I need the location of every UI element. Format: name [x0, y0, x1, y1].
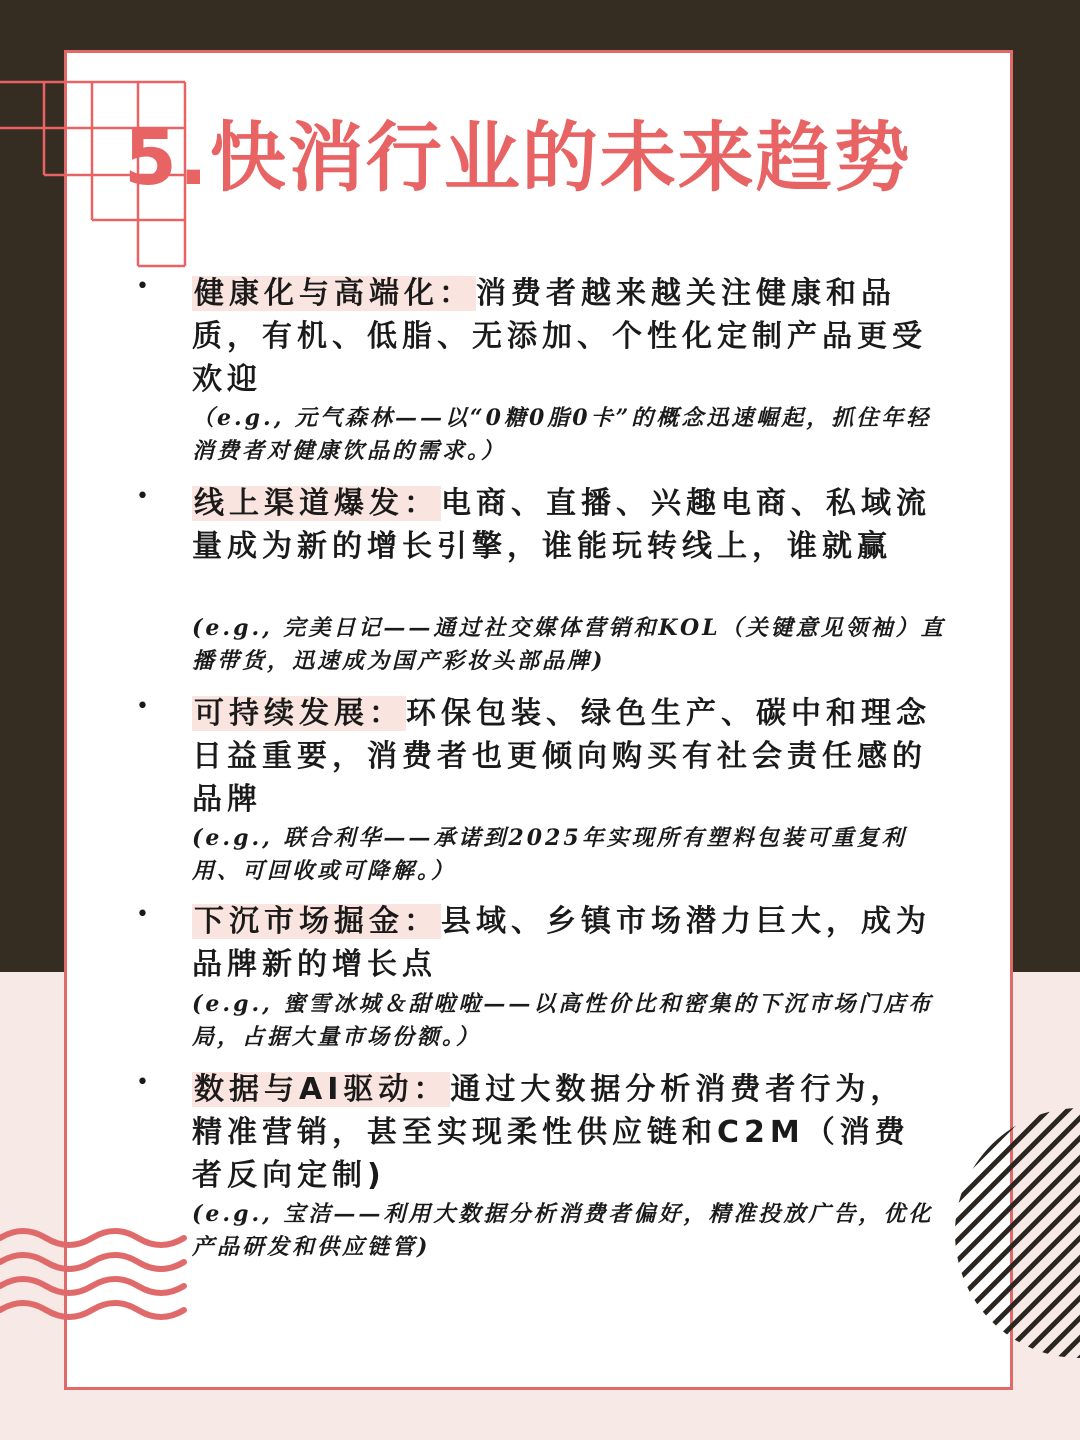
item-heading: 数据与AI驱动：: [194, 1072, 449, 1107]
item-heading: 线上渠道爆发：: [194, 486, 439, 521]
item-example: (e.g., 完美日记——通过社交媒体营销和KOL（关键意见领袖）直播带货，迅速成为国产彩妆头部品牌): [192, 615, 946, 674]
diagonal-stripes-circle-decoration-icon: [930, 1108, 1080, 1358]
item-heading: 下沉市场掘金：: [194, 904, 439, 939]
item-text: [192, 1068, 940, 1197]
wave-lines-decoration-icon: [0, 1218, 190, 1328]
item-body: 环保包装、绿色生产、碳中和理念日益重要，消费者也更倾向购买有社会责任感的品牌: [192, 696, 931, 817]
item-example: (e.g., 宝洁——利用大数据分析消费者偏好，精准投放广告，优化产品研发和供应链管): [192, 1201, 934, 1260]
item-example: (e.g., 蜜雪冰城＆甜啦啦——以高性价比和密集的下沉市场门店布局，占据大量市场份额。）: [192, 991, 934, 1050]
page-title: 5.快消行业的未来趋势: [124, 113, 912, 202]
item-text: [192, 692, 940, 821]
item-text: [192, 482, 940, 568]
item-text: [192, 272, 940, 401]
bullet: •: [136, 902, 149, 927]
item-heading: 可持续发展：: [194, 696, 404, 731]
item-body: 通过大数据分析消费者行为，精准营销，甚至实现柔性供应链和C2M（消费者反向定制): [192, 1072, 910, 1193]
bullet: •: [136, 484, 149, 509]
item-body: 电商、直播、兴趣电商、私域流量成为新的增长引擎，谁能玩转线上，谁就赢: [192, 486, 931, 564]
item-example: （e.g., 元气森林——以“0糖0脂0卡”的概念迅速崛起，抓住年轻消费者对健康饮品的需求。）: [192, 405, 932, 464]
item-text: [192, 900, 940, 986]
item-body: 消费者越来越关注健康和品质，有机、低脂、无添加、个性化定制产品更受欢迎: [192, 276, 927, 397]
item-heading: 健康化与高端化：: [194, 276, 474, 311]
item-body: 县域、乡镇市场潜力巨大，成为品牌新的增长点: [192, 904, 931, 982]
item-example: (e.g., 联合利华——承诺到2025年实现所有塑料包装可重复利用、可回收或可降解。）: [192, 825, 907, 884]
bullet: •: [136, 1070, 149, 1095]
bullet: •: [136, 274, 149, 299]
bullet: •: [136, 694, 149, 719]
